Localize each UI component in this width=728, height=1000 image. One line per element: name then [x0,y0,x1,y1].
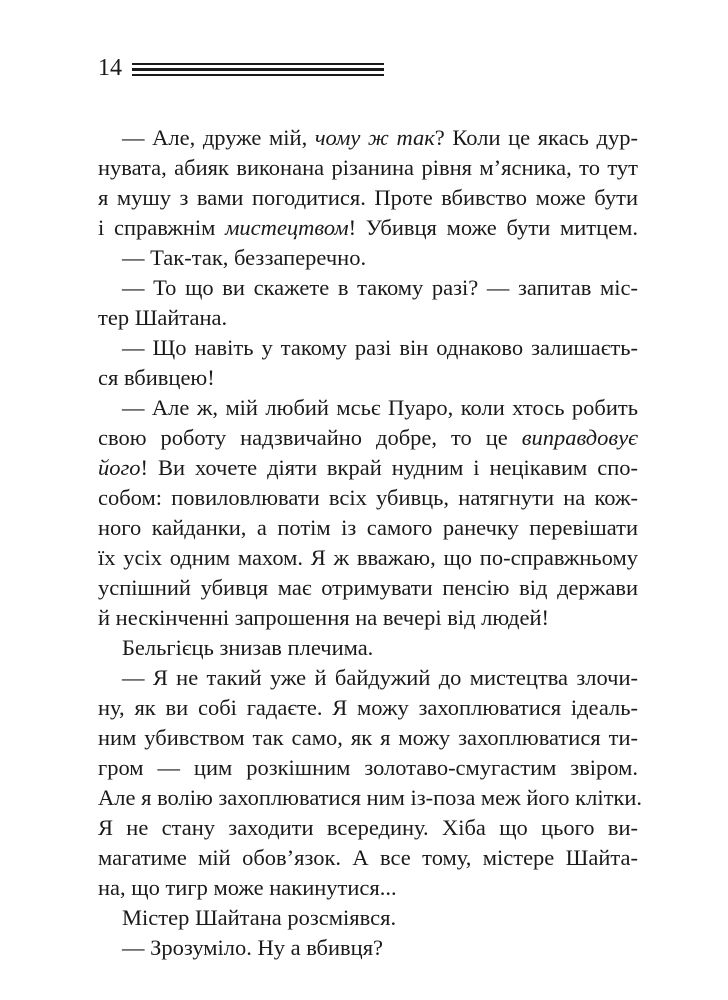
text-segment: і справжнім [98,215,226,240]
text-line [98,123,638,153]
text-line [98,273,638,303]
text-segment: — Що навіть у такому разі він однаково залишаєть- [122,335,638,360]
text-segment: — Я не такий уже й байдужий до мистецтва злочи- [122,665,638,690]
text-segment: успішний убивця має отримувати пенсію від держави [98,575,638,600]
emphasis-text: виправдовує [521,425,638,450]
text-segment: я мушу з вами погодитися. Проте вбивство може бути [98,185,638,210]
text-segment: — То що ви скажете в такому разі? — запитав міс- [122,275,638,300]
header-rule [132,68,384,71]
text-line [98,393,638,423]
text-segment: нувата, абияк виконана різанина рівня м’ясника, то тут [98,155,638,180]
text-line [98,663,638,693]
text-segment: тер Шайтана. [98,305,228,330]
text-segment: Я не стану заходити всередину. Хіба що цього ви- [98,815,638,840]
text-line [98,723,638,753]
text-line [98,903,638,933]
text-segment: їх усіх одним махом. Я ж вважаю, що по-справжньому [98,545,638,570]
text-segment: ! Ви хочете діяти вкрай нудним і нецікавим спо- [140,455,638,480]
text-line [98,453,638,483]
header-rule [132,74,384,76]
text-line [98,363,638,393]
text-segment: собом: повиловлювати всіх убивць, натягнути на кож- [98,485,638,510]
header-rule [132,63,384,65]
text-line [98,483,638,513]
text-segment: Бельгієць знизав плечима. [122,635,374,660]
text-segment: на, що тигр може накинутися... [98,875,397,900]
text-segment: й нескінченні запрошення на вечері від людей! [98,605,550,630]
emphasis-text: його [98,455,141,480]
emphasis-text: чому ж так [314,125,435,150]
text-line [98,933,638,963]
text-line [98,423,638,453]
text-segment: свою роботу надзвичайно добре, то це [98,425,522,450]
page-number: 14 [98,55,122,81]
text-segment: — Але, друже мій, [122,125,315,150]
text-segment: — Але ж, мій любий мсьє Пуаро, коли хтось робить [122,395,638,420]
text-line [98,693,638,723]
text-segment: ся вбивцею! [98,365,215,390]
text-line [98,813,638,843]
text-line [98,603,638,633]
text-segment: — Зрозуміло. Ну а вбивця? [122,935,384,960]
text-line [98,183,638,213]
text-segment: Містер Шайтана розсміявся. [122,905,397,930]
text-line [98,633,638,663]
text-segment: ну, як ви собі гадаєте. Я можу захоплюватися ідеаль- [98,695,638,720]
text-line [98,333,638,363]
text-segment: ним убивством так само, як я можу захоплюватися ти- [98,725,638,750]
text-segment: ? Коли це якась дур- [434,125,639,150]
emphasis-text: мистецтвом [225,215,349,240]
text-line [98,303,638,333]
text-line [98,153,638,183]
text-line [98,783,642,813]
text-line [98,753,638,783]
text-segment: ного кайданки, а потім із самого ранечку перевішати [98,515,638,540]
text-line [98,513,638,543]
text-line [98,873,638,903]
text-line [98,543,638,573]
text-line [98,243,638,273]
page-header [98,52,398,84]
text-segment: Але я волію захоплюватися ним із-поза меж його клітки. [98,785,642,810]
text-line [98,213,638,243]
text-segment: магатиме мій обов’язок. А все тому, містере Шайта- [98,845,638,870]
body-text [98,123,642,963]
text-segment: ! Убивця може бути митцем. [348,215,638,240]
text-segment: — Так-так, беззаперечно. [122,245,367,270]
text-line [98,843,638,873]
text-line [98,573,638,603]
text-segment: гром — цим розкішним золотаво-смугастим звіром. [98,755,638,780]
